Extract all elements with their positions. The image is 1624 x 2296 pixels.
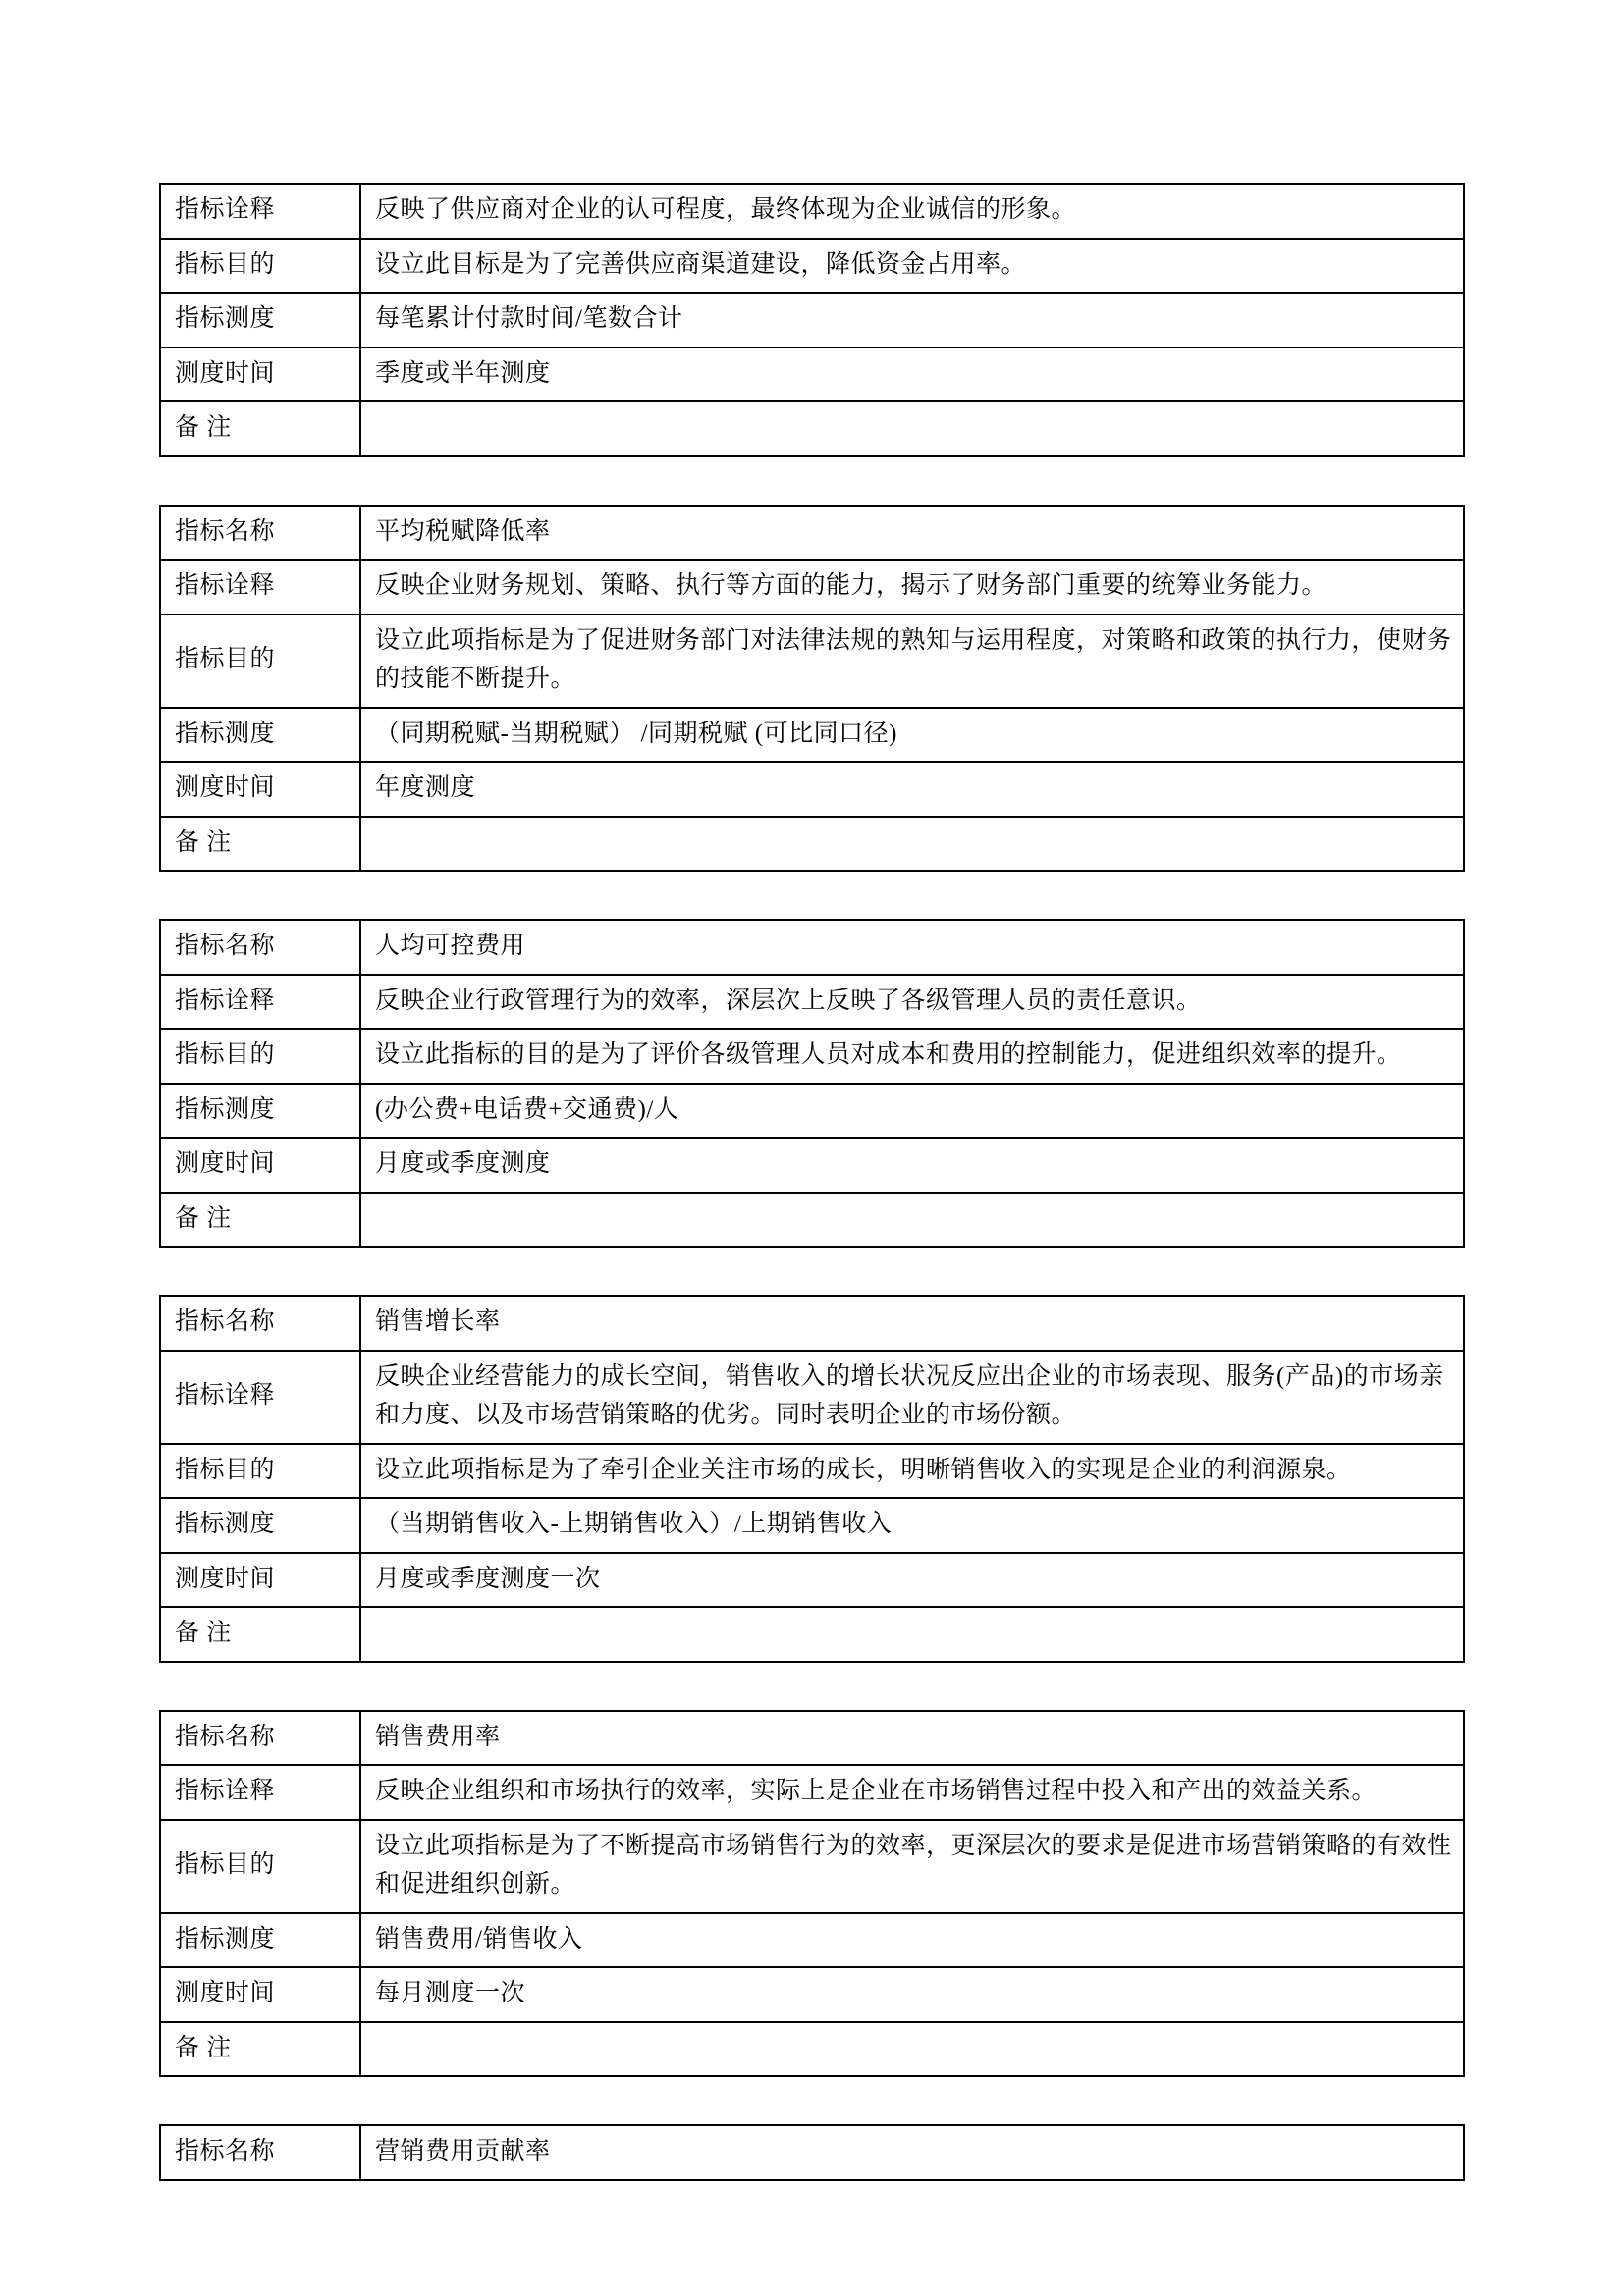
row-label: 指标名称 <box>160 1711 360 1766</box>
row-label: 备 注 <box>160 401 360 456</box>
table-row <box>160 1029 1464 1084</box>
row-label: 指标名称 <box>160 920 360 975</box>
table-row <box>160 975 1464 1030</box>
table-row <box>160 560 1464 614</box>
row-value: 销售增长率 <box>360 1296 1464 1351</box>
row-label: 指标诠释 <box>160 1351 360 1444</box>
row-value: 设立此项指标是为了牵引企业关注市场的成长，明晰销售收入的实现是企业的利润源泉。 <box>360 1444 1464 1499</box>
table-row <box>160 1913 1464 1968</box>
row-label: 指标名称 <box>160 1296 360 1351</box>
table-row <box>160 2022 1464 2077</box>
row-value: 月度或季度测度 <box>360 1138 1464 1193</box>
row-label: 测度时间 <box>160 347 360 402</box>
kpi-table-marketing-expense-contribution-rate <box>159 2124 1465 2181</box>
row-label: 指标测度 <box>160 1913 360 1968</box>
row-value: 设立此项指标是为了促进财务部门对法律法规的熟知与运用程度，对策略和政策的执行力，使财务的技能不断提升。 <box>360 614 1464 708</box>
row-value: 设立此项指标是为了不断提高市场销售行为的效率，更深层次的要求是促进市场营销策略的有效性和促进组织创新。 <box>360 1820 1464 1913</box>
row-value <box>360 1193 1464 1248</box>
row-label: 指标名称 <box>160 506 360 561</box>
table-row <box>160 1138 1464 1193</box>
row-label: 备 注 <box>160 2022 360 2077</box>
row-value: 设立此目标是为了完善供应商渠道建设，降低资金占用率。 <box>360 239 1464 294</box>
table-row <box>160 1820 1464 1913</box>
row-label: 指标诠释 <box>160 1765 360 1820</box>
row-label: 指标测度 <box>160 1498 360 1553</box>
table-row <box>160 1193 1464 1248</box>
row-label: 指标诠释 <box>160 560 360 614</box>
table-row <box>160 762 1464 817</box>
table-row <box>160 1351 1464 1444</box>
kpi-table-sales-growth-rate <box>159 1295 1465 1663</box>
row-label: 指标诠释 <box>160 975 360 1030</box>
row-value: 每笔累计付款时间/笔数合计 <box>360 293 1464 347</box>
row-label: 指标目的 <box>160 1444 360 1499</box>
row-value: (办公费+电话费+交通费)/人 <box>360 1084 1464 1139</box>
table-row <box>160 1607 1464 1662</box>
row-label: 指标目的 <box>160 1029 360 1084</box>
row-value: 设立此指标的目的是为了评价各级管理人员对成本和费用的控制能力，促进组织效率的提升。 <box>360 1029 1464 1084</box>
kpi-table-sales-expense-rate <box>159 1710 1465 2078</box>
row-value: 月度或季度测度一次 <box>360 1553 1464 1608</box>
table-row <box>160 1765 1464 1820</box>
row-label: 备 注 <box>160 1607 360 1662</box>
kpi-table-average-tax-reduction-rate <box>159 505 1465 873</box>
row-label: 指标目的 <box>160 614 360 708</box>
row-value: 反映企业经营能力的成长空间，销售收入的增长状况反应出企业的市场表现、服务(产品)的市场亲和力度、以及市场营销策略的优劣。同时表明企业的市场份额。 <box>360 1351 1464 1444</box>
row-value: 反映了供应商对企业的认可程度，最终体现为企业诚信的形象。 <box>360 184 1464 239</box>
table-row <box>160 347 1464 402</box>
row-label: 指标名称 <box>160 2125 360 2180</box>
table-row <box>160 1084 1464 1139</box>
row-value <box>360 2022 1464 2077</box>
row-label: 备 注 <box>160 1193 360 1248</box>
kpi-table-per-capita-controllable-expense <box>159 919 1465 1248</box>
table-row <box>160 1296 1464 1351</box>
row-value: 每月测度一次 <box>360 1967 1464 2022</box>
table-row <box>160 817 1464 872</box>
row-label: 指标目的 <box>160 239 360 294</box>
row-label: 指标测度 <box>160 1084 360 1139</box>
row-value: 平均税赋降低率 <box>360 506 1464 561</box>
row-value: （同期税赋-当期税赋） /同期税赋 (可比同口径) <box>360 708 1464 763</box>
row-label: 指标测度 <box>160 708 360 763</box>
table-row <box>160 1444 1464 1499</box>
row-value: 反映企业组织和市场执行的效率，实际上是企业在市场销售过程中投入和产出的效益关系。 <box>360 1765 1464 1820</box>
table-row <box>160 184 1464 239</box>
table-row <box>160 2125 1464 2180</box>
row-value: 销售费用/销售收入 <box>360 1913 1464 1968</box>
row-label: 测度时间 <box>160 1138 360 1193</box>
row-label: 指标诠释 <box>160 184 360 239</box>
row-value: 销售费用率 <box>360 1711 1464 1766</box>
row-value: 反映企业行政管理行为的效率，深层次上反映了各级管理人员的责任意识。 <box>360 975 1464 1030</box>
table-row <box>160 239 1464 294</box>
row-value: 人均可控费用 <box>360 920 1464 975</box>
table-row <box>160 1553 1464 1608</box>
row-label: 指标目的 <box>160 1820 360 1913</box>
table-row <box>160 920 1464 975</box>
table-row <box>160 614 1464 708</box>
row-label: 测度时间 <box>160 762 360 817</box>
table-row <box>160 1711 1464 1766</box>
row-value <box>360 401 1464 456</box>
table-row <box>160 293 1464 347</box>
row-value: 营销费用贡献率 <box>360 2125 1464 2180</box>
table-row <box>160 708 1464 763</box>
row-value <box>360 1607 1464 1662</box>
row-value <box>360 817 1464 872</box>
row-value: （当期销售收入-上期销售收入）/上期销售收入 <box>360 1498 1464 1553</box>
table-row <box>160 401 1464 456</box>
row-value: 季度或半年测度 <box>360 347 1464 402</box>
tables-container <box>159 183 1465 2181</box>
row-label: 测度时间 <box>160 1553 360 1608</box>
table-row <box>160 1498 1464 1553</box>
row-label: 测度时间 <box>160 1967 360 2022</box>
row-value: 年度测度 <box>360 762 1464 817</box>
row-label: 备 注 <box>160 817 360 872</box>
table-row <box>160 1967 1464 2022</box>
row-label: 指标测度 <box>160 293 360 347</box>
row-value: 反映企业财务规划、策略、执行等方面的能力，揭示了财务部门重要的统筹业务能力。 <box>360 560 1464 614</box>
kpi-table-supplier-payment <box>159 183 1465 457</box>
table-row <box>160 506 1464 561</box>
